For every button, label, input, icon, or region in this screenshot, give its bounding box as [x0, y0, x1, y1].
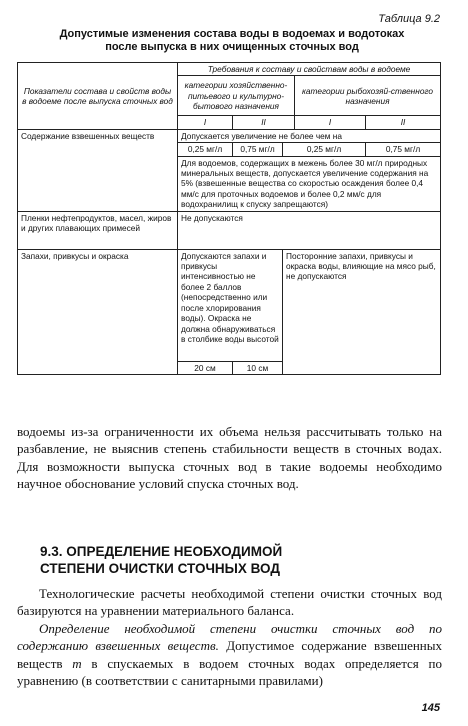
table-label: Таблица 9.2	[378, 13, 440, 25]
row-odors-text-fishery: Посторонние запахи, привкусы и окраска воды, влияющие на мясо рыб, не допускаются	[283, 249, 441, 374]
row-suspended-value-2: 0,75 мг/л	[233, 143, 283, 156]
table-caption	[28, 28, 436, 54]
row-films-label: Пленки нефтепродуктов, масел, жиров и других плавающих примесей	[18, 211, 178, 249]
page-number: 145	[421, 702, 440, 714]
header-requirements: Требования к составу и свойствам воды в водоеме	[178, 63, 441, 76]
row-suspended-value-1: 0,25 мг/л	[178, 143, 233, 156]
subheader-ii-1: II	[233, 116, 295, 129]
section-heading	[40, 543, 282, 577]
water-composition-table	[17, 62, 441, 375]
row-odors-value-1: 20 см	[178, 361, 233, 374]
header-category-drinking: категории хозяйственно-питьевого и культурно-бытового назначения	[178, 76, 295, 116]
caption-line-2: после выпуска в них очищенных сточных вод	[105, 41, 359, 53]
subheader-ii-2: II	[366, 116, 441, 129]
row-suspended-label: Содержание взвешенных веществ	[18, 129, 178, 211]
row-suspended-text: Допускается увеличение не более чем на	[178, 129, 441, 142]
subheader-i-2: I	[295, 116, 366, 129]
paragraph-3-text-a: Допустимое содержание взвешенных веществ	[17, 638, 442, 671]
header-category-fishery: категории рыбохозяй-ственного назначения	[295, 76, 441, 116]
row-films-text: Не допускаются	[178, 211, 441, 249]
header-indicator: Показатели состава и свойств воды в водоеме после выпуска сточных вод	[18, 63, 178, 130]
paragraph-3-text-b: в спускаемых в водоем сточных водах определяется по уравнению (в соответствии с санитарными правилами)	[17, 655, 442, 689]
paragraph-3-italic: Определение необходимой степени очистки сточных вод по содержанию взвешенных веществ.	[17, 620, 442, 654]
subheader-i-1: I	[178, 116, 233, 129]
row-odors-text-drinking: Допускаются запахи и привкусы интенсивностью не более 2 баллов (непосредственно или после хлорирования воды). Окраска не должна обнаруживаться в столбике воды высотой	[178, 249, 283, 361]
paragraph-1-text: водоемы из-за ограниченности их объема нельзя рассчитывать только на разбавление, не выяснив степень стабильности веществ в сточных водах. Для возможности выпуска сточных вод в такие водоемы необходимо научное обоснование условий спуска сточных вод.	[17, 424, 442, 492]
paragraph-2-text: Технологические расчеты необходимой степени очистки сточных вод базируются на уравнении материального баланса.	[17, 586, 442, 619]
paragraph-3	[17, 620, 442, 690]
row-odors-label: Запахи, привкусы и окраска	[18, 249, 178, 374]
paragraph-2	[17, 585, 442, 689]
row-suspended-value-3: 0,25 мг/л	[283, 143, 366, 156]
row-suspended-note: Для водоемов, содержащих в межень более 30 мг/л природных минеральных веществ, допускается увеличение содержания на 5% (взвешенные вещества со скоростью осаждения более 0,4 мм/с для проточных водоемов и более 0,2 мм/с для водохранилищ к спуску запрещаются)	[178, 156, 441, 211]
heading-line-2: СТЕПЕНИ ОЧИСТКИ СТОЧНЫХ ВОД	[40, 561, 281, 576]
row-suspended-value-4: 0,75 мг/л	[366, 143, 441, 156]
paragraph-3-variable: m	[72, 655, 82, 671]
heading-line-1: 9.3. ОПРЕДЕЛЕНИЕ НЕОБХОДИМОЙ	[40, 544, 283, 559]
row-odors-value-2: 10 см	[233, 361, 283, 374]
caption-line-1: Допустимые изменения состава воды в водоемах и водотоках	[59, 28, 405, 40]
paragraph-1	[17, 423, 442, 493]
